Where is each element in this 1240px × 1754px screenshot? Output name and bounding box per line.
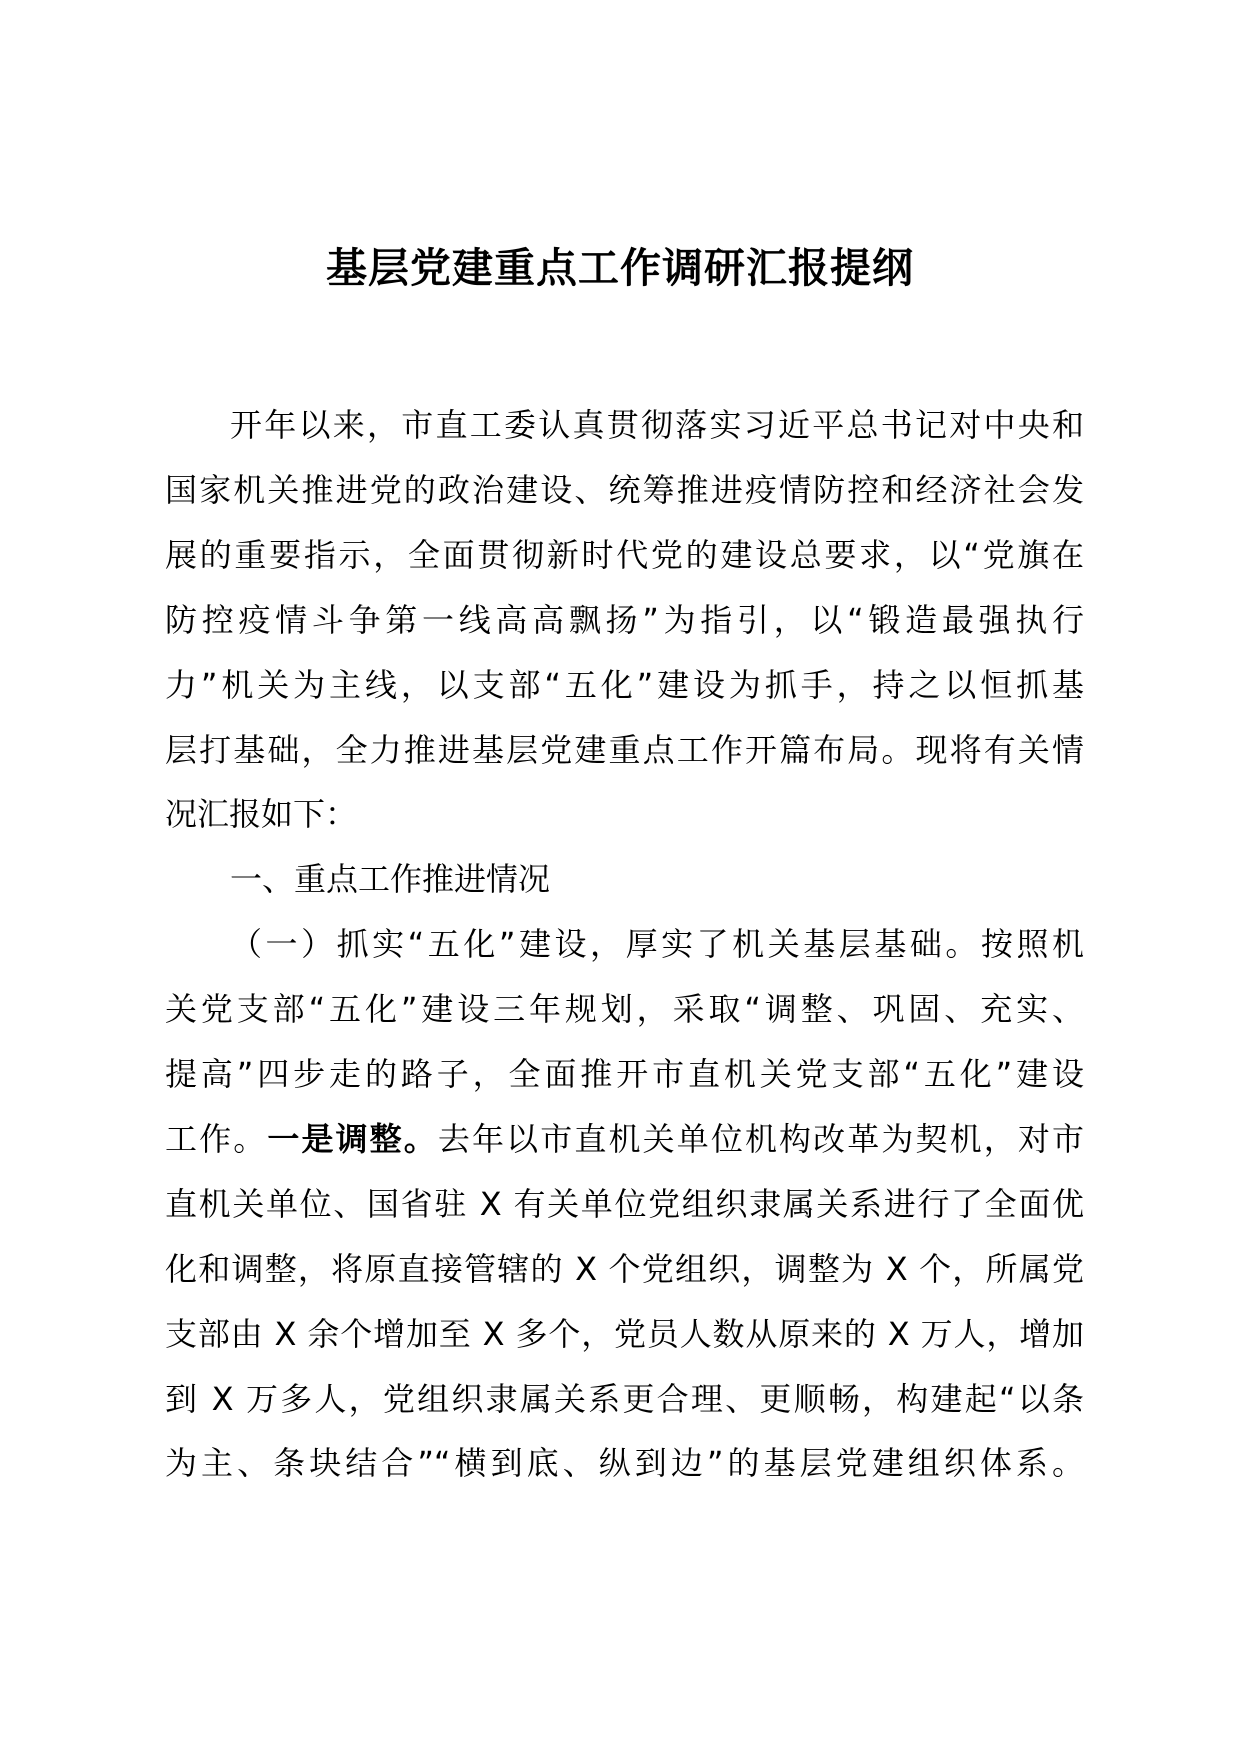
text-segment: 工作。 [165,1119,268,1158]
text-line: 直机关单位、国省驻 X 有关单位党组织隶属关系进行了全面优 [165,1184,1084,1223]
document-title: 基层党建重点工作调研汇报提纲 [326,244,914,292]
text-line: （一）抓实“五化”建设，厚实了机关基层基础。按照机 [230,925,1084,964]
text-line: 展的重要指示，全面贯彻新时代党的建设总要求，以“党旗在 [165,535,1084,574]
text-line: 层打基础，全力推进基层党建重点工作开篇布局。现将有关情 [165,730,1084,769]
text-line: 为主、条块结合”“横到底、纵到边”的基层党建组织体系。 [165,1444,1084,1483]
text-line: 开年以来，市直工委认真贯彻落实习近平总书记对中央和 [230,406,1084,444]
text-line: 关党支部“五化”建设三年规划，采取“调整、巩固、充实、 [165,990,1084,1029]
text-line: 支部由 X 余个增加至 X 多个，党员人数从原来的 X 万人，增加 [165,1314,1084,1353]
text-line: 提高”四步走的路子，全面推开市直机关党支部“五化”建设 [165,1055,1084,1093]
text-line: 防控疫情斗争第一线高高飘扬”为指引，以“锻造最强执行 [165,600,1084,639]
bold-phrase: 一是调整。 [267,1119,438,1158]
text-line: 化和调整，将原直接管辖的 X 个党组织，调整为 X 个，所属党 [165,1249,1084,1288]
text-line: 国家机关推进党的政治建设、统筹推进疫情防控和经济社会发 [165,470,1084,509]
text-segment: 去年以市直机关单位机构改革为契机，对市 [437,1119,1084,1158]
text-line: 一、重点工作推进情况 [230,860,551,899]
text-line [165,1119,1084,1159]
text-line: 况汇报如下： [165,795,358,834]
text-line: 力”机关为主线，以支部“五化”建设为抓手，持之以恒抓基 [165,665,1084,704]
text-line: 到 X 万多人，党组织隶属关系更合理、更顺畅，构建起“以条 [165,1379,1084,1418]
